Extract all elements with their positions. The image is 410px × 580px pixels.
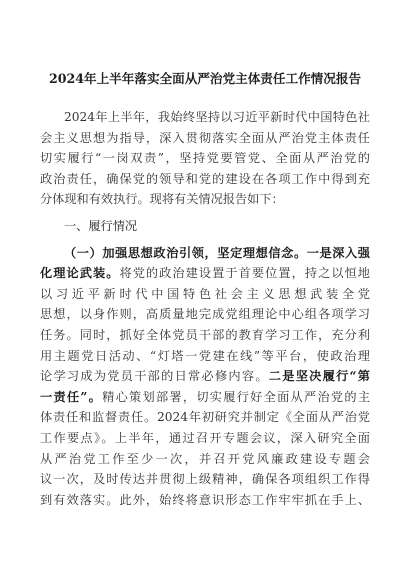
line-text: 精心策划部署，切实履行好全面从严治党的主 [102, 389, 371, 404]
intro-paragraph [40, 107, 370, 210]
paragraph-line: 以习近平新时代中国特色社会主义思想武装全党 [40, 286, 370, 301]
document-title: 2024年上半年落实全面从严治党主体责任工作情况报告 [48, 71, 362, 86]
paragraph-line: 任务。同时，抓好全体党员干部的教育学习工作，充分利 [40, 327, 370, 342]
intro-line: 分体现和有效执行。现将有关情况报告如下： [40, 192, 284, 207]
intro-line: 2024年上半年，我始终坚持以习近平新时代中国特色社 [64, 110, 370, 124]
paragraph-line: 从严治党工作至少一次，并召开党风廉政建设专题会 [40, 451, 370, 466]
paragraph-line: 议一次，及时传达并贯彻上级精神，确保各项组织工作得 [40, 472, 370, 487]
intro-line: 会主义思想为指导，深入贯彻落实全面从严治党主体责任 [40, 130, 370, 145]
paragraph-line: 体责任和监督责任。2024年初研究并制定《全面从严治党 [40, 410, 370, 425]
paragraph-line: 到有效落实。此外，始终将意识形态工作牢牢抓在手上、 [40, 492, 370, 507]
paragraph-line [40, 387, 370, 408]
bold-phrase: 二是坚决履行“第 [268, 369, 370, 384]
paragraph-line: （一）加强思想政治引领，坚定理想信念。一是深入强 [64, 245, 370, 260]
bold-phrase: 化理论武装。 [40, 266, 120, 281]
paragraph-line [40, 366, 370, 387]
intro-line: 切实履行“一岗双责”，坚持党要管党、全面从严治党的 [40, 151, 370, 166]
line-text: 论学习成为党员干部的日常必修内容。 [40, 369, 269, 384]
paragraph-line [40, 263, 370, 284]
bold-phrase: 一责任”。 [40, 389, 103, 404]
paragraph-line: 思想，以身作则，高质量地完成党组理论中心组各项学习 [40, 307, 370, 322]
paragraph-line: 用主题党日活动、“灯塔一党建在线”等平台，使政治理 [40, 348, 370, 363]
paragraph-line: 工作要点》。上半年，通过召开专题会议，深入研究全面 [40, 430, 370, 445]
section-paragraph [40, 243, 370, 511]
line-text: 将党的政治建设置于首要位置，持之以恒地 [119, 266, 370, 281]
section-heading: 一、履行情况 [64, 218, 138, 233]
intro-line: 政治责任，确保党的领导和党的建设在各项工作中得到充 [40, 171, 370, 186]
